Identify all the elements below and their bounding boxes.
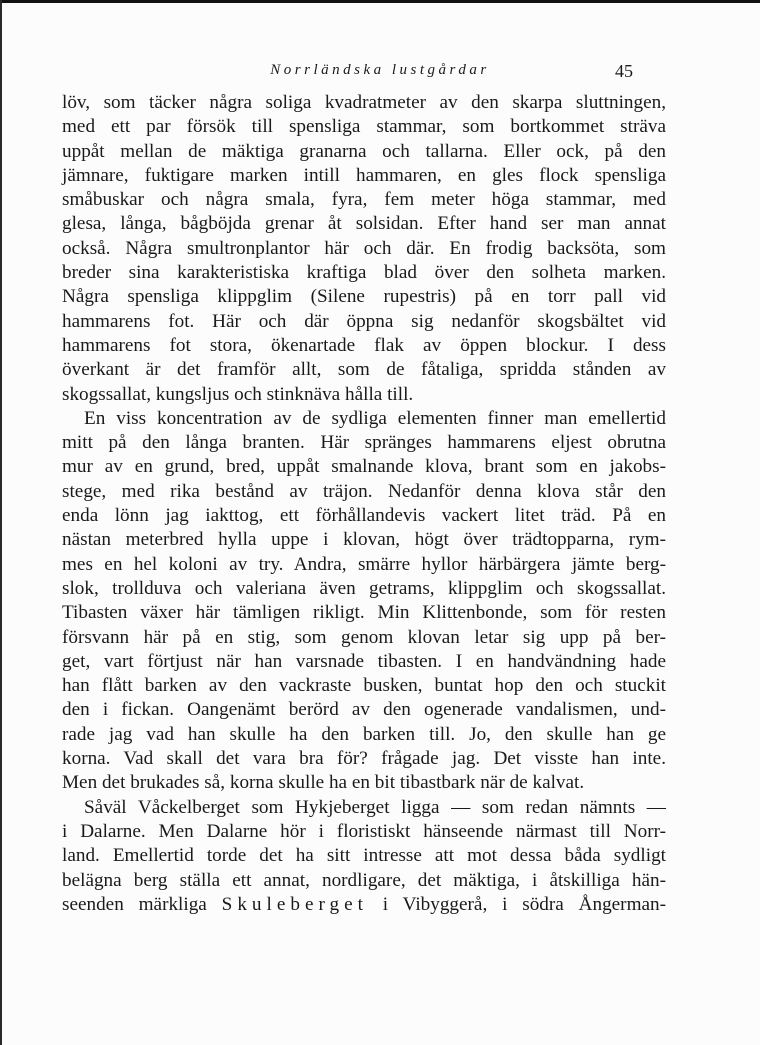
text-line: Men det brukades så, korna skulle ha en bit tibastbark när de kalvat. (62, 772, 585, 794)
text-line: också. Några smultronplantor här och där. En frodig backsöta, som (62, 237, 666, 259)
text-line: överkant är det framför allt, som de fåtaliga, spridda stånden av (62, 359, 666, 381)
text-line-final (62, 893, 666, 917)
page-number: 45 (615, 61, 633, 81)
top-scan-border (0, 0, 760, 3)
text-line: i Dalarne. Men Dalarne hör i floristiskt hänseende närmast till Norr- (62, 820, 666, 842)
text-line: rade jag vad han skulle ha den barken till. Jo, den skulle han ge (62, 723, 666, 745)
text-line: korna. Vad skall det vara bra för? frågade jag. Det visste han inte. (62, 748, 666, 770)
text-line: löv, som täcker några soliga kvadratmeter av den skarpa sluttningen, (62, 92, 666, 113)
text-line: småbuskar och några smala, fyra, fem meter höga stammar, med (62, 189, 666, 211)
text-line: mur av en grund, bred, uppåt smalnande klova, brant som en jakobs- (62, 456, 666, 478)
running-head: Norrländska lustgårdar (270, 62, 490, 78)
text-line: mes en hel koloni av try. Andra, smärre hyllor härbärgera jämte berg- (62, 553, 666, 575)
text-line: skogssallat, kungsljus och stinknäva hålla till. (62, 383, 414, 405)
text-line: get, vart förtjust när han varsnade tibasten. I en handvändning hade (62, 650, 666, 672)
text-line: hammarens fot stora, ökenartade flak av öppen blockur. I dess (62, 334, 666, 356)
text-line: stege, med rika bestånd av träjon. Nedanför denna klova står den (62, 480, 666, 502)
text-line: han flått barken av den vackraste busken, buntat hop den och stuckit (62, 675, 666, 697)
text-line: jämnare, fuktigare marken intill hammaren, en gles flock spensliga (62, 164, 666, 186)
paragraph-1 (62, 91, 666, 407)
text-line: försvann här på en stig, som genom klovan letar sig upp på ber- (62, 626, 666, 648)
left-scan-border (0, 0, 2, 1045)
text-line: land. Emellertid torde det ha sitt intresse att mot dessa båda sydligt (62, 845, 666, 867)
text-line: med ett par försök till spensliga stammar, som bortkommet sträva (62, 116, 666, 138)
text-line: glesa, långa, bågböjda grenar åt solsidan. Efter hand ser man annat (62, 213, 666, 235)
text-line: uppåt mellan de mäktiga granarna och tallarna. Eller ock, på den (62, 140, 666, 162)
body-text (62, 91, 666, 917)
text-line: enda lönn jag iakttog, ett förhållandevis vackert litet träd. På en (62, 505, 666, 527)
text-line: En viss koncentration av de sydliga elementen finner man emellertid (84, 407, 666, 429)
paragraph-2 (62, 407, 666, 796)
text-line: nästan meterbred hylla uppe i klovan, högt över trädtopparna, rym- (62, 529, 666, 551)
text-line: slok, trollduva och valeriana även getrams, klippglim och skogssallat. (62, 577, 666, 599)
text-line: hammarens fot. Här och där öppna sig nedanför skogsbältet vid (62, 310, 666, 332)
text-line: belägna berg ställa ett annat, nordligare, det mäktiga, i åtskilliga hän- (62, 869, 666, 891)
place-name-spaced: Skuleberget (221, 893, 368, 915)
final-line-before: seenden märkliga (62, 893, 207, 915)
text-line: Tibasten växer här tämligen rikligt. Min Klittenbonde, som för resten (62, 602, 666, 624)
paragraph-3 (62, 796, 666, 917)
text-line: Några spensliga klippglim (Silene rupestris) på en torr pall vid (62, 286, 666, 308)
final-line-after: i Vibyggerå, i södra Ångerman- (382, 893, 666, 915)
text-line: breder sina karakteristiska kraftiga blad över den solheta marken. (62, 262, 666, 284)
text-line: Såväl Våckelberget som Hykjeberget ligga — som redan nämnts — (84, 796, 666, 818)
text-line: mitt på den långa branten. Här spränges hammarens eljest obrutna (62, 432, 666, 454)
text-line: den i fickan. Oangenämt berörd av den ogenerade vandalismen, und- (62, 699, 666, 721)
